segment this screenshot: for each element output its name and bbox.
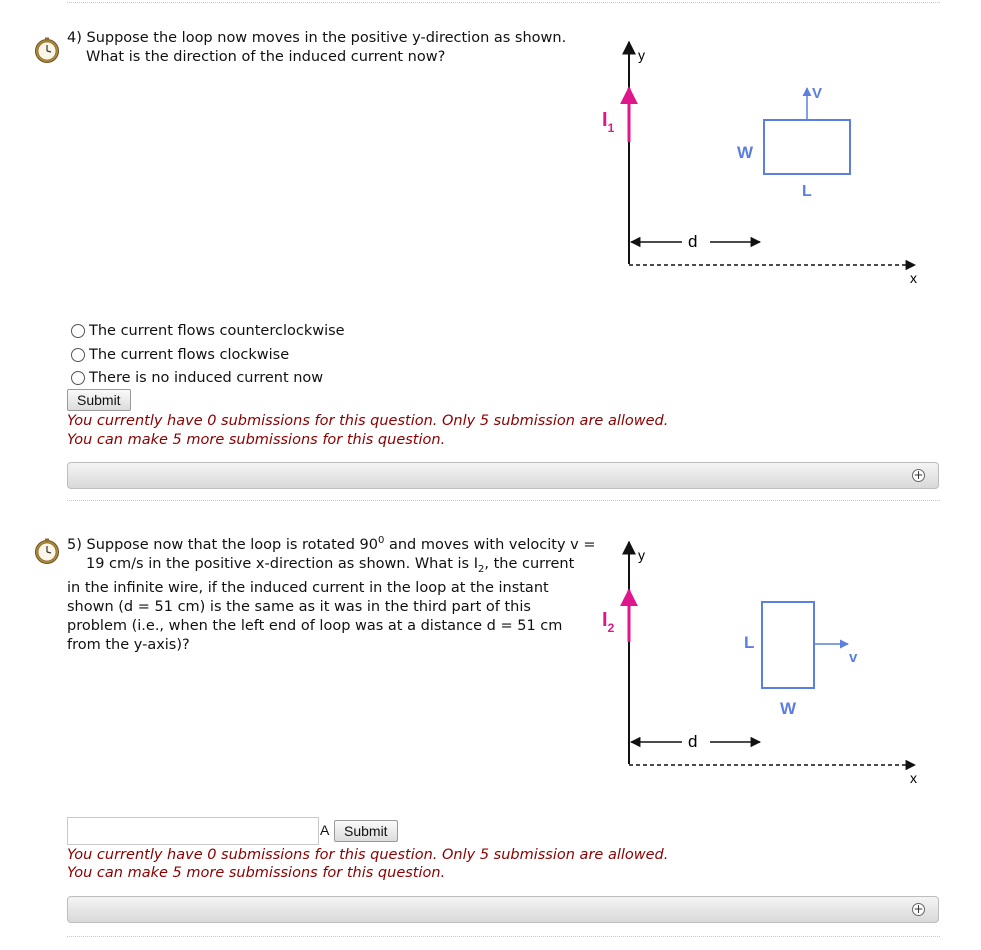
question-line: Suppose now that the loop is rotated 90 <box>86 536 378 553</box>
d-label: d <box>688 232 698 251</box>
question-4-text <box>67 29 566 67</box>
y-axis-label: y <box>638 47 645 63</box>
x-axis-label: x <box>910 270 917 286</box>
q5-diagram <box>590 538 930 788</box>
question-line: in the infinite wire, if the induced current in the loop at the instant <box>67 579 549 596</box>
question-line: from the y-axis)? <box>67 636 190 653</box>
velocity-label: v <box>849 649 858 666</box>
current-label: $I_2$ <box>602 609 615 635</box>
unit-label: A <box>320 822 330 838</box>
option-label: There is no induced current now <box>89 370 324 386</box>
q5-submissions-remaining: You can make 5 more submissions for this question. <box>67 865 446 881</box>
question-number: 4) <box>67 30 82 46</box>
expand-plus-icon[interactable]: + <box>913 902 924 916</box>
q4-diagram <box>590 38 930 288</box>
question-line: What is the direction of the induced current now? <box>86 49 446 65</box>
question-line: Suppose the loop now moves in the positive y-direction as shown. <box>86 30 567 46</box>
q4-expand-bar[interactable] <box>67 462 939 489</box>
question-line: shown (d = 51 cm) is the same as it was in the third part of this <box>67 598 531 615</box>
answer-input[interactable] <box>67 817 319 845</box>
timer-clock-icon <box>34 538 60 564</box>
option-no-current[interactable] <box>71 367 323 389</box>
q5-submit-button[interactable]: Submit <box>334 820 398 842</box>
l-label: L <box>744 633 755 652</box>
question-line: , the current <box>484 555 575 572</box>
current-label: $I_1$ <box>602 109 615 135</box>
q4-submit-button[interactable]: Submit <box>67 389 131 411</box>
q4-submission-count: You currently have 0 submissions for this question. Only 5 submission are allowed. <box>67 413 669 429</box>
option-label: The current flows counterclockwise <box>89 323 345 339</box>
option-label: The current flows clockwise <box>89 347 290 363</box>
y-axis-label: y <box>638 547 645 563</box>
d-label: d <box>688 732 698 751</box>
radio-button[interactable] <box>71 324 85 338</box>
radio-button[interactable] <box>71 371 85 385</box>
w-label: W <box>780 699 797 718</box>
question-5-text <box>67 531 596 655</box>
radio-button[interactable] <box>71 348 85 362</box>
expand-plus-icon[interactable]: + <box>913 468 924 482</box>
current-subscript: 2 <box>478 563 485 575</box>
degree-superscript: 0 <box>377 535 385 546</box>
question-line: 19 cm/s in the positive x-direction as shown. What is I <box>86 555 478 572</box>
x-axis-label: x <box>910 770 917 786</box>
l-label: L <box>802 183 812 200</box>
separator <box>67 500 940 501</box>
option-clockwise[interactable] <box>71 344 289 366</box>
q5-expand-bar[interactable] <box>67 896 939 923</box>
question-line: and moves with velocity v = <box>384 536 596 553</box>
loop-rectangle <box>764 120 850 174</box>
timer-clock-icon <box>34 37 60 63</box>
question-line: problem (i.e., when the left end of loop was at a distance d = 51 cm <box>67 617 563 634</box>
top-separator <box>67 2 940 3</box>
loop-rectangle <box>762 602 814 688</box>
w-label: W <box>737 143 754 162</box>
velocity-label: V <box>812 85 823 102</box>
option-counterclockwise[interactable] <box>71 320 345 342</box>
q5-submission-count: You currently have 0 submissions for this question. Only 5 submission are allowed. <box>67 847 669 863</box>
q4-submissions-remaining: You can make 5 more submissions for this question. <box>67 432 446 448</box>
separator <box>67 936 940 937</box>
question-number: 5) <box>67 536 82 553</box>
